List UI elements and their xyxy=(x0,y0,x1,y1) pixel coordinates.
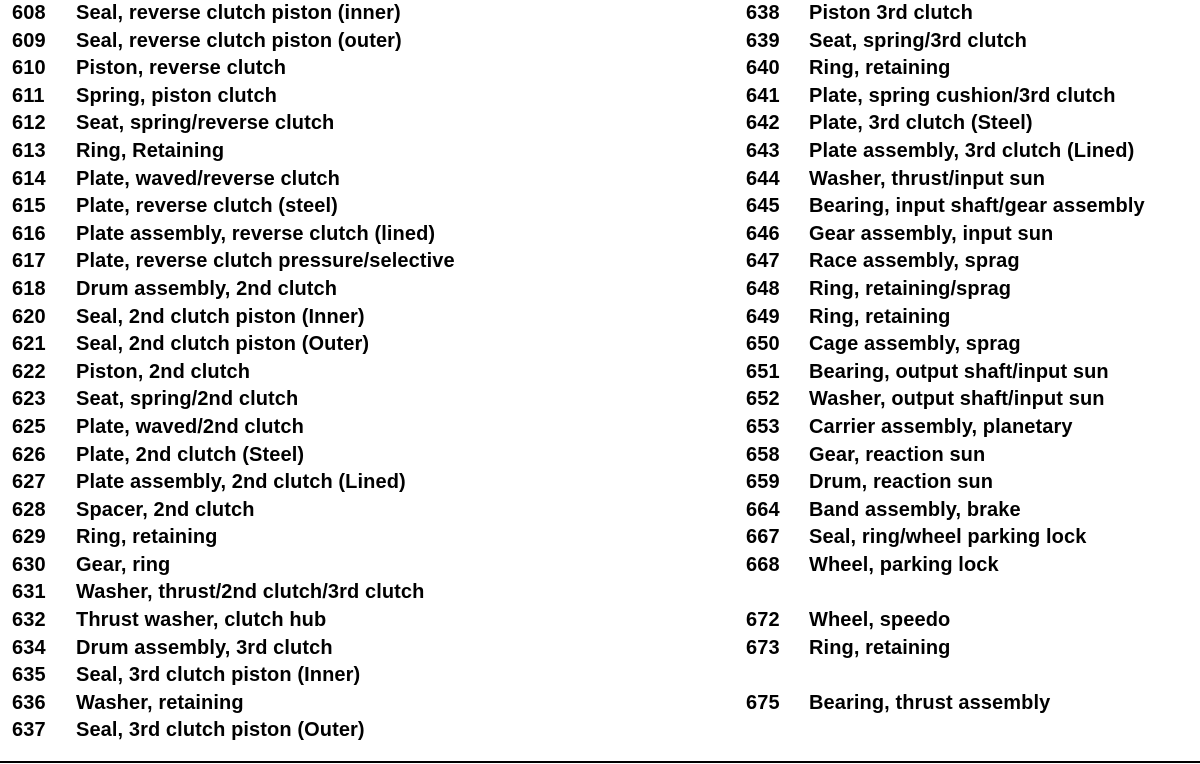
part-description: Seat, spring/3rd clutch xyxy=(809,29,1027,52)
parts-list-row xyxy=(746,0,1196,28)
part-number: 616 xyxy=(12,222,46,245)
parts-list-row xyxy=(746,83,1196,111)
parts-list-row xyxy=(12,248,712,276)
part-number: 659 xyxy=(746,471,780,494)
parts-list-row xyxy=(746,635,1196,663)
part-number: 631 xyxy=(12,581,46,604)
parts-list-row xyxy=(12,304,712,332)
part-number: 639 xyxy=(746,29,780,52)
part-number: 636 xyxy=(12,691,46,714)
parts-list-row xyxy=(746,607,1196,635)
parts-list-row xyxy=(12,55,712,83)
parts-list-row xyxy=(12,552,712,580)
part-description: Plate, waved/reverse clutch xyxy=(76,167,340,190)
part-number: 650 xyxy=(746,333,780,356)
part-description: Seal, reverse clutch piston (inner) xyxy=(76,2,401,24)
part-description: Gear, ring xyxy=(76,553,171,576)
parts-list-row xyxy=(12,717,712,745)
part-description: Seal, 2nd clutch piston (Outer) xyxy=(76,333,370,356)
part-description: Spring, piston clutch xyxy=(76,84,277,107)
part-description: Drum, reaction sun xyxy=(809,471,994,494)
parts-list-row xyxy=(12,469,712,497)
part-number: 612 xyxy=(12,112,46,135)
part-number: 621 xyxy=(12,333,46,356)
parts-list-row xyxy=(12,524,712,552)
parts-list-row xyxy=(12,359,712,387)
part-number: 620 xyxy=(12,305,46,328)
parts-list-right-column xyxy=(746,0,1196,717)
part-number: 629 xyxy=(12,526,46,549)
part-description: Ring, retaining xyxy=(76,526,218,549)
part-description: Cage assembly, sprag xyxy=(809,333,1021,356)
bottom-rule xyxy=(0,761,1200,763)
part-number: 613 xyxy=(12,139,46,162)
parts-list-row xyxy=(12,138,712,166)
parts-list-row xyxy=(12,110,712,138)
parts-list-row xyxy=(746,331,1196,359)
part-number: 630 xyxy=(12,553,46,576)
parts-list-row xyxy=(746,304,1196,332)
part-description: Bearing, input shaft/gear assembly xyxy=(809,195,1145,218)
part-number: 635 xyxy=(12,664,46,687)
parts-list-row xyxy=(746,414,1196,442)
parts-list-row xyxy=(746,110,1196,138)
part-number: 637 xyxy=(12,719,46,742)
parts-list-row xyxy=(746,579,1196,607)
part-number: 617 xyxy=(12,250,46,273)
part-description: Piston, reverse clutch xyxy=(76,57,287,80)
part-description: Plate assembly, reverse clutch (lined) xyxy=(76,222,436,245)
part-number: 648 xyxy=(746,277,780,300)
part-number: 627 xyxy=(12,471,46,494)
part-description: Washer, thrust/input sun xyxy=(809,167,1046,190)
part-number: 645 xyxy=(746,195,780,218)
parts-list-row xyxy=(12,607,712,635)
part-description: Plate, reverse clutch (steel) xyxy=(76,195,338,218)
part-number: 664 xyxy=(746,498,780,521)
part-description: Gear assembly, input sun xyxy=(809,222,1054,245)
part-number: 649 xyxy=(746,305,780,328)
parts-list-row xyxy=(746,248,1196,276)
part-description: Drum assembly, 3rd clutch xyxy=(76,636,333,659)
part-description: Ring, Retaining xyxy=(76,139,225,162)
part-number: 646 xyxy=(746,222,780,245)
parts-list-row xyxy=(746,524,1196,552)
part-description: Seat, spring/2nd clutch xyxy=(76,388,299,411)
part-description: Wheel, parking lock xyxy=(809,553,999,576)
part-description: Ring, retaining xyxy=(809,305,951,328)
part-description: Ring, retaining xyxy=(809,636,951,659)
parts-list-row xyxy=(746,55,1196,83)
part-description: Drum assembly, 2nd clutch xyxy=(76,277,338,300)
parts-list-row xyxy=(12,386,712,414)
parts-list-row xyxy=(12,166,712,194)
parts-list-row xyxy=(746,662,1196,690)
parts-list-row xyxy=(746,497,1196,525)
parts-list-row xyxy=(12,635,712,663)
parts-list-row xyxy=(746,442,1196,470)
part-number: 651 xyxy=(746,360,780,383)
parts-list-row xyxy=(746,552,1196,580)
part-description: Seal, 3rd clutch piston (Inner) xyxy=(76,664,361,687)
part-number: 610 xyxy=(12,57,46,80)
parts-list-left-column xyxy=(12,0,712,745)
part-number: 668 xyxy=(746,553,780,576)
part-number: 643 xyxy=(746,139,780,162)
part-number: 653 xyxy=(746,415,780,438)
parts-list-row xyxy=(12,690,712,718)
parts-list-row xyxy=(12,193,712,221)
parts-list-row xyxy=(12,331,712,359)
part-number: 640 xyxy=(746,57,780,80)
part-number: 658 xyxy=(746,443,780,466)
part-description: Washer, output shaft/input sun xyxy=(809,388,1105,411)
part-number: 642 xyxy=(746,112,780,135)
part-description: Plate, 2nd clutch (Steel) xyxy=(76,443,305,466)
part-number: 641 xyxy=(746,84,780,107)
part-description: Plate, waved/2nd clutch xyxy=(76,415,304,438)
part-description: Plate, 3rd clutch (Steel) xyxy=(809,112,1033,135)
part-description: Seal, ring/wheel parking lock xyxy=(809,526,1087,549)
parts-list-row xyxy=(12,414,712,442)
part-description: Seal, 2nd clutch piston (Inner) xyxy=(76,305,365,328)
parts-list-row xyxy=(746,166,1196,194)
part-number: 614 xyxy=(12,167,46,190)
parts-list-row xyxy=(12,0,712,28)
parts-list-row xyxy=(746,138,1196,166)
part-number: 667 xyxy=(746,526,780,549)
part-description: Seat, spring/reverse clutch xyxy=(76,112,335,135)
part-number: 652 xyxy=(746,388,780,411)
part-description: Wheel, speedo xyxy=(809,609,951,632)
part-number: 638 xyxy=(746,2,780,24)
part-description: Plate assembly, 3rd clutch (Lined) xyxy=(809,139,1135,162)
part-number: 618 xyxy=(12,277,46,300)
part-number: 675 xyxy=(746,691,780,714)
part-number: 673 xyxy=(746,636,780,659)
part-description: Washer, retaining xyxy=(76,691,244,714)
part-number: 632 xyxy=(12,609,46,632)
part-description: Seal, 3rd clutch piston (Outer) xyxy=(76,719,365,742)
part-number: 626 xyxy=(12,443,46,466)
part-description: Plate assembly, 2nd clutch (Lined) xyxy=(76,471,406,494)
part-number: 611 xyxy=(12,84,45,107)
part-number: 672 xyxy=(746,609,780,632)
part-number: 623 xyxy=(12,388,46,411)
part-description: Washer, thrust/2nd clutch/3rd clutch xyxy=(76,581,425,604)
part-description: Carrier assembly, planetary xyxy=(809,415,1073,438)
part-description: Band assembly, brake xyxy=(809,498,1021,521)
part-number: 625 xyxy=(12,415,46,438)
parts-list-row xyxy=(746,28,1196,56)
parts-list-row xyxy=(746,386,1196,414)
parts-list-row xyxy=(746,359,1196,387)
part-description: Bearing, output shaft/input sun xyxy=(809,360,1109,383)
part-description: Ring, retaining/sprag xyxy=(809,277,1012,300)
part-description: Plate, reverse clutch pressure/selective xyxy=(76,250,455,273)
part-description: Bearing, thrust assembly xyxy=(809,691,1051,714)
part-number: 609 xyxy=(12,29,46,52)
part-number: 634 xyxy=(12,636,46,659)
parts-list-row xyxy=(746,690,1196,718)
part-description: Ring, retaining xyxy=(809,57,951,80)
part-number: 628 xyxy=(12,498,46,521)
parts-list-row xyxy=(12,662,712,690)
part-number: 644 xyxy=(746,167,780,190)
part-description: Gear, reaction sun xyxy=(809,443,986,466)
parts-list-row xyxy=(12,276,712,304)
parts-list-row xyxy=(746,221,1196,249)
parts-list-row xyxy=(12,579,712,607)
part-number: 647 xyxy=(746,250,780,273)
parts-list-row xyxy=(12,442,712,470)
part-description: Plate, spring cushion/3rd clutch xyxy=(809,84,1116,107)
parts-list-row xyxy=(746,469,1196,497)
parts-list-row xyxy=(12,83,712,111)
part-number: 622 xyxy=(12,360,46,383)
part-description: Piston 3rd clutch xyxy=(809,2,973,24)
parts-list-row xyxy=(12,221,712,249)
part-description: Piston, 2nd clutch xyxy=(76,360,251,383)
part-description: Race assembly, sprag xyxy=(809,250,1020,273)
part-description: Seal, reverse clutch piston (outer) xyxy=(76,29,402,52)
parts-list-row xyxy=(12,497,712,525)
parts-list-row xyxy=(746,276,1196,304)
part-description: Thrust washer, clutch hub xyxy=(76,609,327,632)
part-description: Spacer, 2nd clutch xyxy=(76,498,255,521)
parts-list-row xyxy=(12,28,712,56)
parts-list-row xyxy=(746,193,1196,221)
part-number: 615 xyxy=(12,195,46,218)
part-number: 608 xyxy=(12,2,46,24)
